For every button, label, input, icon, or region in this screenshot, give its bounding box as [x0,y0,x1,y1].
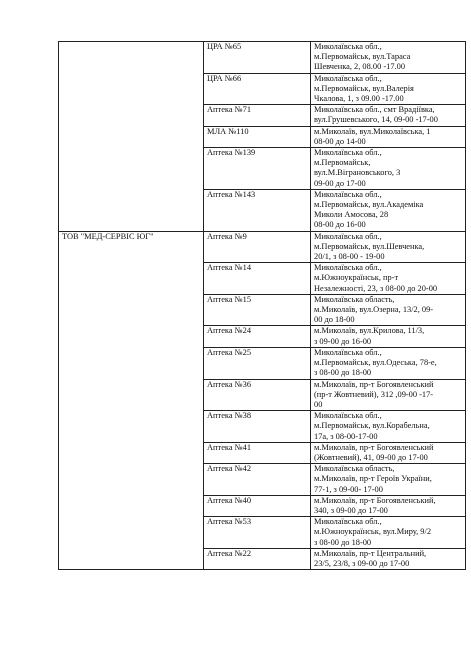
address-cell [311,294,466,326]
pharmacy-name-cell: Аптека №42 [204,464,311,496]
address-line: м.Первомайськ, вул.Одеська, 78-е, [314,358,437,368]
pharmacy-name-cell: Аптека №71 [204,105,311,126]
address-line: м.Миколаїв, вул.Миколаївська, 1 [314,126,431,136]
address-cell [311,189,466,231]
address-cell [311,105,466,126]
pharmacy-name-cell: Аптека №139 [204,148,311,190]
address-line: Миколаївська обл., [314,347,382,357]
address-line: Миколаївська обл., смт Врадіївка, [314,105,435,115]
address-line: Миколаївська обл., [314,148,382,158]
address-line: Чкалова, 1, з 09.00 -17.00 [314,94,404,104]
table-row [59,231,466,263]
address-line: 77-1, з 09-00- 17-00 [314,484,383,494]
pharmacy-name-cell: Аптека №36 [204,379,311,411]
address-line: з 08-00 до 18-00 [314,368,372,378]
address-line: 09-00 до 17-00 [314,178,366,188]
address-line: Миколи Амосова, 28 [314,210,389,220]
address-cell [311,411,466,443]
address-line: м.Миколаїв, пр-т Богоявленський [314,442,434,452]
address-line: 00 до 18-00 [314,315,355,325]
address-cell [311,442,466,463]
address-line: Незалежності, 23, з 08-00 до 20-00 [314,283,438,293]
address-cell [311,126,466,147]
address-line: Миколаївська область, [314,464,395,474]
address-cell [311,148,466,190]
address-line: вул.Грушевського, 14, 09-00 -17-00 [314,115,438,125]
pharmacy-table-body [59,42,466,570]
address-line: Миколаївська обл., [314,42,382,51]
address-line: 08-00 до 14-00 [314,136,366,146]
pharmacy-name-cell: Аптека №9 [204,231,311,263]
pharmacy-name-cell: ЦРА №66 [204,73,311,105]
address-line: з 09-00 до 16-00 [314,336,372,346]
address-line: з 08-00 до 18-00 [314,537,372,547]
address-line: м.Первомайськ, вул.Шевченка, [314,241,425,251]
address-line: Миколаївська обл., [314,517,382,527]
address-line: м.Первомайськ, вул.Валерія [314,83,414,93]
pharmacy-name-cell: ЦРА №65 [204,42,311,74]
address-line: Шевченка, 2, 08.00 -17.00 [314,62,406,72]
address-line: м.Миколаїв, пр-т Богоявленський [314,379,434,389]
table-row [59,42,466,74]
address-line: м.Миколаїв, пр-т Богоявленський, [314,495,436,505]
address-line: м.Южноукраїнськ, пр-т [314,273,399,283]
pharmacy-name-cell: Аптека №24 [204,326,311,347]
address-line: м.Миколаїв, пр-т Центральний, [314,548,427,558]
address-line: 23/5, 23/8, з 09-00 до 17-00 [314,558,410,568]
address-line: 20/1, з 08-00 - 19-00 [314,252,385,262]
pharmacy-name-cell: Аптека №14 [204,263,311,295]
address-cell [311,73,466,105]
address-cell [311,42,466,74]
pharmacy-name-cell: Аптека №22 [204,548,311,569]
address-line: Миколаївська обл., [314,263,382,273]
address-cell [311,326,466,347]
pharmacy-table [58,41,466,570]
address-line: 08-00 до 16-00 [314,220,366,230]
address-cell [311,347,466,379]
pharmacy-name-cell: Аптека №15 [204,294,311,326]
address-line: вул.М.Віграновського, 3 [314,168,401,178]
address-line: м.Миколаїв, вул.Озерна, 13/2, 09- [314,305,434,315]
pharmacy-name-cell: Аптека №40 [204,495,311,516]
address-cell [311,548,466,569]
address-line: Миколаївська обл., [314,231,382,241]
address-line: м.Первомайськ, [314,158,371,168]
address-line: Миколаївська обл., [314,189,382,199]
pharmacy-name-cell: Аптека №53 [204,517,311,549]
pharmacy-name-cell: Аптека №143 [204,189,311,231]
address-line: 17а, з 08-00-17-00 [314,431,378,441]
pharmacy-name-cell: Аптека №41 [204,442,311,463]
pharmacy-name-cell: Аптека №25 [204,347,311,379]
address-line: м.Миколаїв, вул.Крилова, 11/3, [314,326,425,336]
address-line: м.Первомайськ, вул.Академіка [314,200,424,210]
address-line: Миколаївська область, [314,294,395,304]
address-line: Миколаївська обл., [314,411,382,421]
address-cell [311,495,466,516]
address-cell [311,517,466,549]
pharmacy-name-cell: Аптека №38 [204,411,311,443]
address-cell [311,263,466,295]
pharmacy-name-cell: МЛА №110 [204,126,311,147]
address-cell [311,379,466,411]
address-line: Миколаївська обл., [314,73,382,83]
address-line: м.Первомайськ, вул.Корабельна, [314,421,430,431]
company-name-cell [59,42,204,232]
address-line: м.Первомайськ, вул.Тараса [314,52,411,62]
address-cell [311,464,466,496]
address-line: 340, з 09-00 до 17-00 [314,505,388,515]
address-line: м.Миколаїв, пр-т Героїв України, [314,474,432,484]
address-line: м.Южноукраїнськ, вул.Миру, 9/2 [314,527,432,537]
address-line: 00 [314,399,323,409]
address-line: (Жовтневий), 41, 09-00 до 17-00 [314,452,428,462]
company-name-cell: ТОВ "МЕД-СЕРВІС ЮГ" [59,231,204,570]
address-line: (пр-т Жовтневий), 312 ,09-00 -17- [314,389,434,399]
address-cell [311,231,466,263]
